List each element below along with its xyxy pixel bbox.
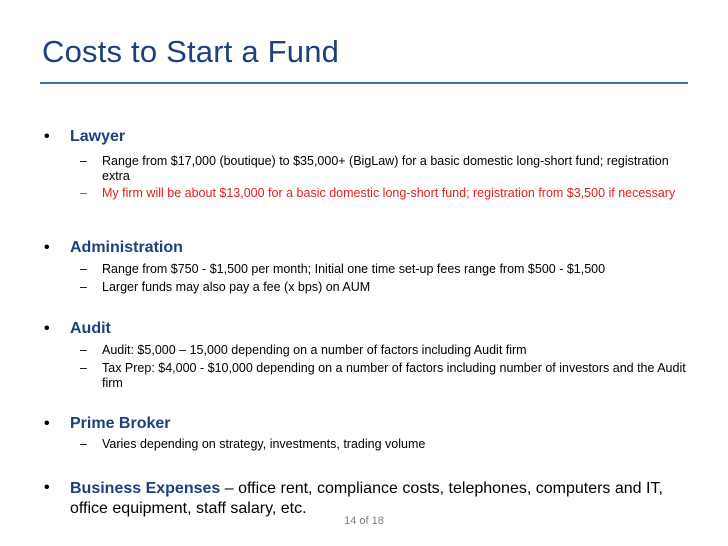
dash-icon: – — [80, 361, 87, 375]
dash-icon: – — [80, 437, 87, 451]
bullet-icon: • — [44, 128, 50, 145]
dash-icon: – — [80, 186, 87, 200]
administration-item-range: Range from $750 - $1,500 per month; Initial one time set-up fees range from $500 - $1,500 — [102, 262, 606, 276]
audit-item-audit: Audit: $5,000 – 15,000 depending on a number of factors including Audit firm — [102, 343, 527, 357]
prime-broker-item: Varies depending on strategy, investments, trading volume — [102, 437, 426, 451]
administration-item-larger-funds: Larger funds may also pay a fee (x bps) on AUM — [102, 280, 371, 294]
dash-icon: – — [80, 280, 87, 294]
business-expenses-heading: Business Expenses — [70, 480, 221, 497]
audit-item-tax-prep: Tax Prep: $4,000 - $10,000 depending on a number of factors including number of investors and the Audit firm — [102, 361, 686, 390]
lawyer-item-my-firm: My firm will be about $13,000 for a basic domestic long-short fund; registration from $3,500 if necessary — [102, 186, 676, 200]
section-heading-lawyer: Lawyer — [70, 128, 126, 145]
page-number: 14 of 18 — [344, 515, 384, 527]
section-heading-prime-broker: Prime Broker — [70, 415, 171, 432]
bullet-icon: • — [44, 320, 50, 337]
dash-icon: – — [80, 154, 87, 168]
section-heading-administration: Administration — [70, 239, 183, 256]
title-divider — [40, 82, 688, 84]
slide-title: Costs to Start a Fund — [42, 34, 340, 69]
bullet-icon: • — [44, 479, 50, 496]
lawyer-item-range: Range from $17,000 (boutique) to $35,000+ (BigLaw) for a basic domestic long-short fund; registration extra — [102, 154, 669, 183]
bullet-icon: • — [44, 415, 50, 432]
business-expenses-text: – office rent, compliance costs, telephones, computers and IT, office equipment, staff salary, etc. — [70, 480, 663, 517]
bullet-icon: • — [44, 239, 50, 256]
business-expenses-line — [70, 479, 700, 519]
section-heading-audit: Audit — [70, 320, 111, 337]
dash-icon: – — [80, 343, 87, 357]
dash-icon: – — [80, 262, 87, 276]
